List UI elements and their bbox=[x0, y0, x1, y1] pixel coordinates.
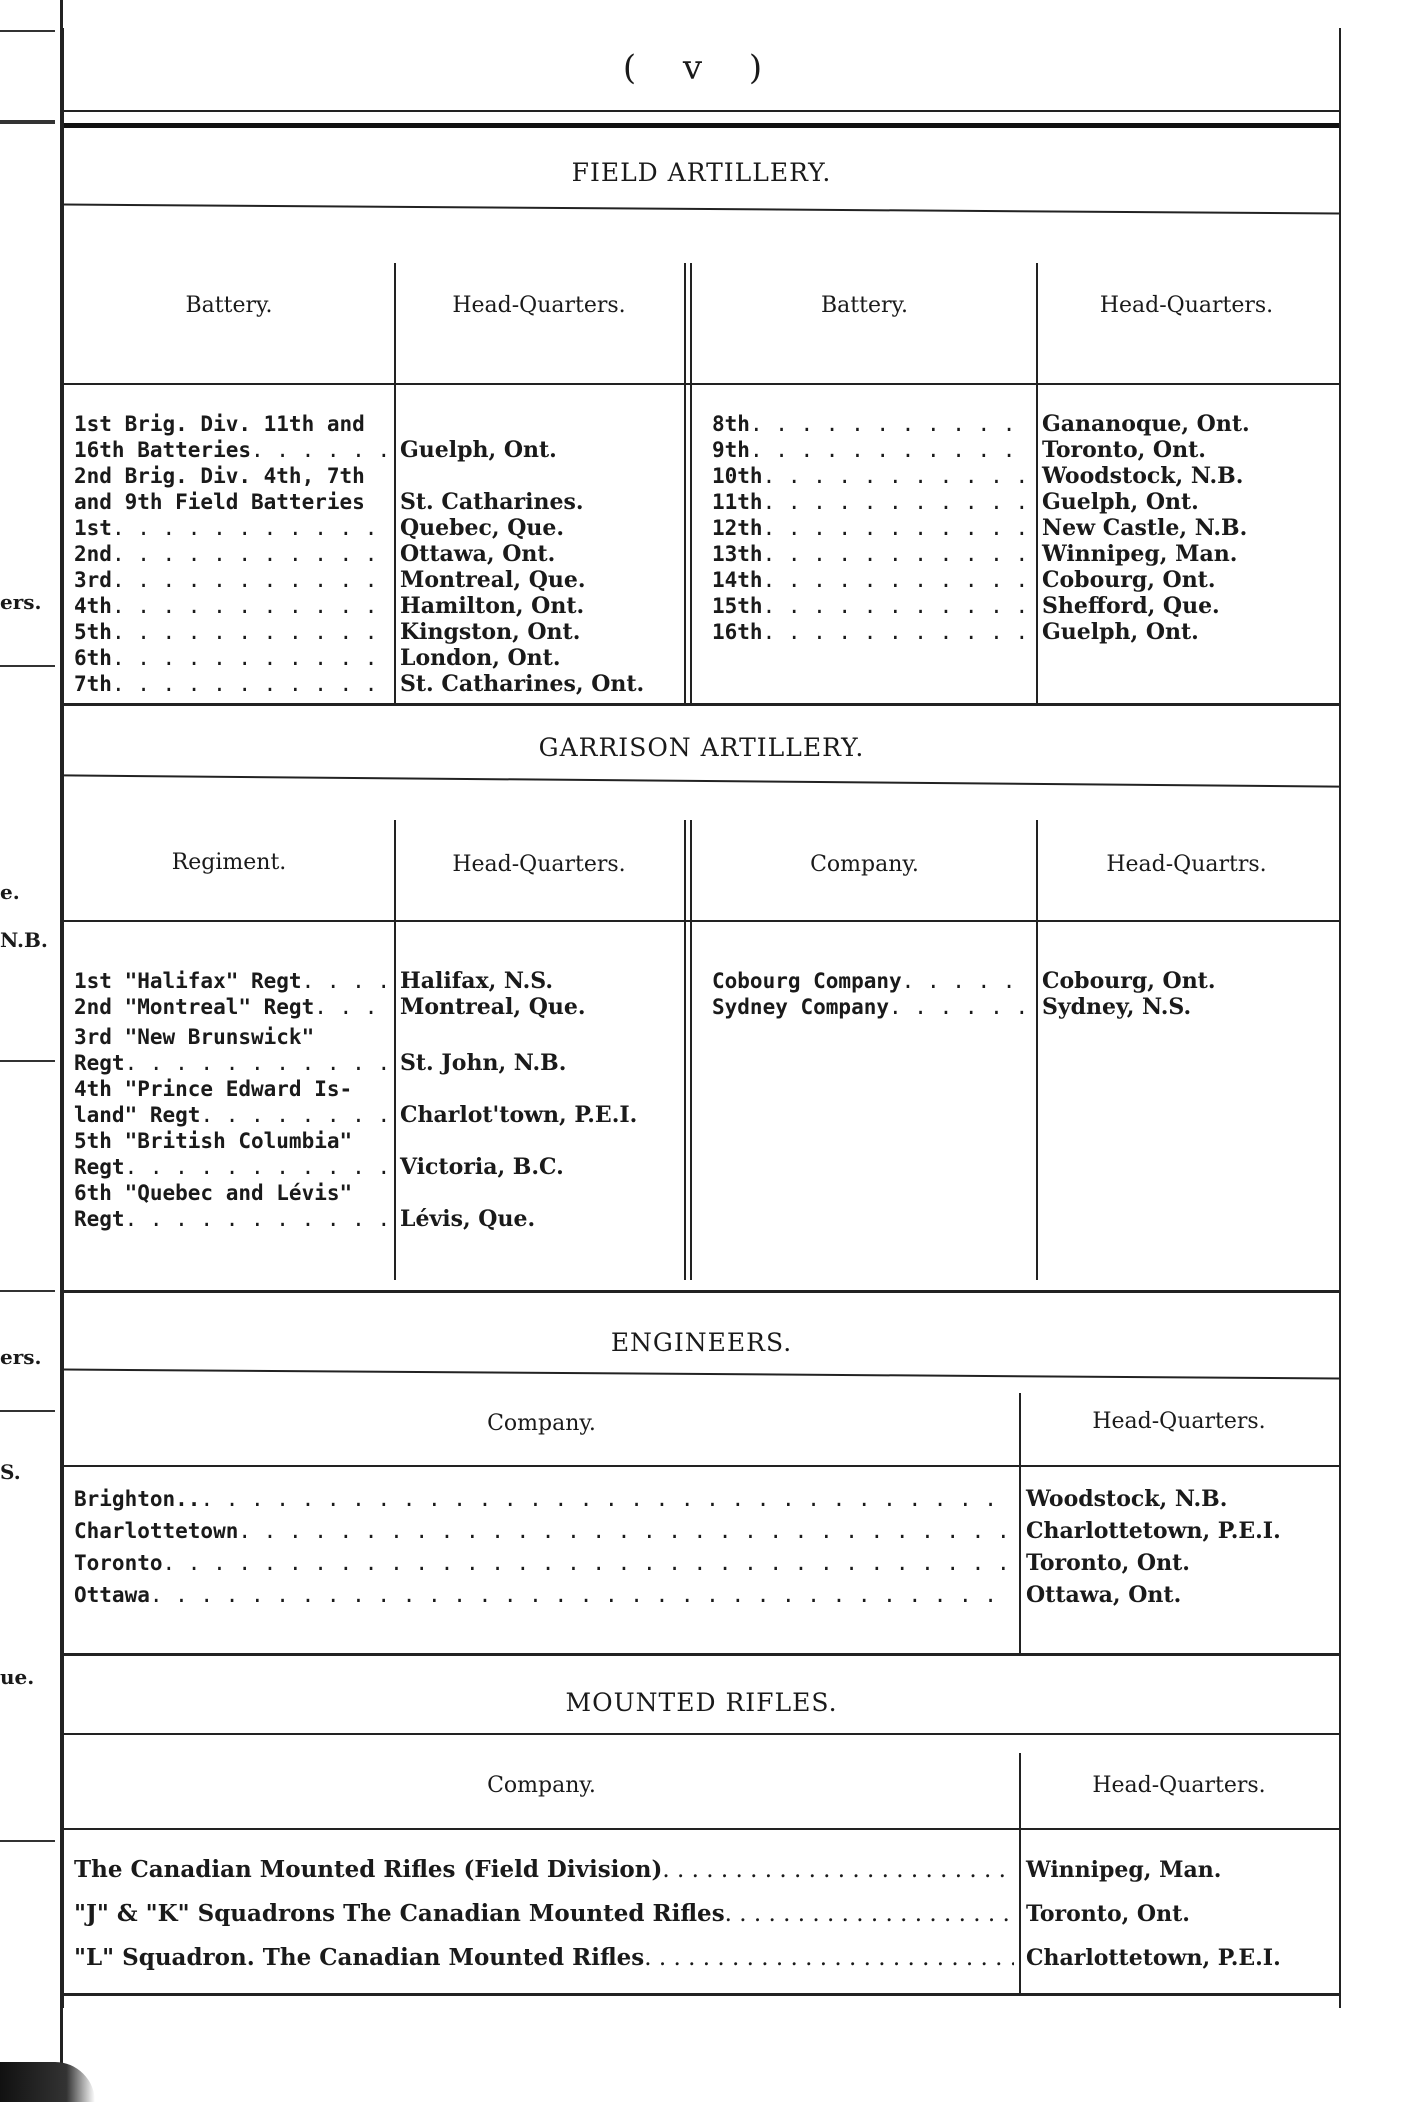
table-row bbox=[74, 1154, 392, 1180]
table-row bbox=[712, 411, 1032, 437]
column-header: Battery. bbox=[820, 293, 908, 318]
table-row bbox=[74, 1024, 392, 1050]
battery-cell: 6th bbox=[74, 646, 112, 670]
company-cell: Sydney Company bbox=[712, 995, 890, 1019]
edge-rule bbox=[0, 120, 55, 124]
hq-cell bbox=[400, 1076, 685, 1102]
hq-cell bbox=[400, 1180, 685, 1206]
hq-cell: Shefford, Que. bbox=[1042, 593, 1220, 619]
edge-fragment: ue. bbox=[0, 1665, 35, 1689]
table-row bbox=[74, 1102, 392, 1128]
table-row bbox=[712, 994, 1032, 1020]
rule bbox=[64, 204, 1339, 215]
table-row bbox=[74, 1483, 1014, 1515]
table-row bbox=[74, 968, 392, 994]
table-row bbox=[74, 1579, 1014, 1611]
edge-fragment: e. bbox=[0, 880, 20, 904]
hq-cell: Charlottetown, P.E.I. bbox=[1026, 1518, 1281, 1544]
table-row bbox=[712, 541, 1032, 567]
regiment-cell: Regt bbox=[74, 1155, 125, 1179]
column-divider bbox=[1036, 820, 1038, 1280]
table-row bbox=[74, 1892, 1014, 1936]
table-row bbox=[74, 567, 392, 593]
battery-cell: 10th bbox=[712, 464, 763, 488]
hq-cell: Ottawa, Ont. bbox=[400, 541, 556, 567]
engineers-table bbox=[64, 1383, 1339, 1653]
column-divider bbox=[1019, 1753, 1021, 1993]
table-row bbox=[74, 593, 392, 619]
hq-cell: Woodstock, N.B. bbox=[1026, 1486, 1228, 1512]
edge-rule bbox=[0, 665, 55, 667]
battery-cell: 4th bbox=[74, 594, 112, 618]
company-cell: Toronto bbox=[74, 1551, 163, 1575]
scan-shadow bbox=[0, 2062, 95, 2102]
column-divider bbox=[684, 820, 692, 1280]
battery-cell: 3rd bbox=[74, 568, 112, 592]
battery-cell: 14th bbox=[712, 568, 763, 592]
hq-cell: Cobourg, Ont. bbox=[1042, 968, 1216, 994]
table-row bbox=[712, 437, 1032, 463]
column-header: Company. bbox=[487, 1773, 596, 1798]
battery-cell: 16th Batteries bbox=[74, 438, 252, 462]
column-header: Head-Quarters. bbox=[452, 852, 626, 877]
section-title-field-artillery: FIELD ARTILLERY. bbox=[571, 158, 832, 187]
company-column bbox=[74, 1483, 1014, 1611]
column-header: Regiment. bbox=[171, 850, 287, 875]
table-row bbox=[712, 489, 1032, 515]
table-row bbox=[74, 541, 392, 567]
battery-cell: 7th bbox=[74, 672, 112, 696]
rule bbox=[64, 1733, 1339, 1735]
rule bbox=[64, 1465, 1339, 1467]
adjacent-page-edge bbox=[0, 0, 63, 2102]
edge-rule bbox=[0, 1410, 55, 1412]
column-divider bbox=[1019, 1393, 1021, 1653]
hq-cell: Gananoque, Ont. bbox=[1042, 411, 1250, 437]
battery-cell: 2nd bbox=[74, 542, 112, 566]
section-title-engineers: ENGINEERS. bbox=[610, 1328, 793, 1357]
table-row bbox=[74, 1050, 392, 1076]
rule bbox=[64, 1828, 1339, 1830]
company-cell: "L" Squadron. The Canadian Mounted Rifles bbox=[74, 1944, 645, 1971]
table-row bbox=[74, 1180, 392, 1206]
rule bbox=[64, 123, 1339, 128]
battery-cell: 15th bbox=[712, 594, 763, 618]
table-row bbox=[74, 1128, 392, 1154]
battery-cell: 16th bbox=[712, 620, 763, 644]
table-row bbox=[74, 437, 392, 463]
table-row bbox=[74, 1848, 1014, 1892]
edge-fragment: ers. bbox=[0, 590, 42, 614]
battery-column bbox=[712, 411, 1032, 645]
battery-cell: 1st Brig. Div. 11th and bbox=[74, 412, 365, 436]
regiment-column bbox=[74, 968, 392, 1232]
table-row bbox=[74, 1206, 392, 1232]
column-divider bbox=[1036, 263, 1038, 703]
column-header: Head-Quarters. bbox=[1092, 1773, 1266, 1798]
document-page bbox=[62, 28, 1341, 2008]
rule bbox=[64, 1369, 1339, 1380]
company-cell: Charlottetown bbox=[74, 1519, 239, 1543]
rule bbox=[64, 110, 1339, 112]
table-row bbox=[74, 489, 392, 515]
table-row bbox=[74, 1936, 1014, 1980]
edge-rule bbox=[0, 1290, 55, 1292]
edge-rule bbox=[0, 30, 55, 32]
hq-cell: Woodstock, N.B. bbox=[1042, 463, 1244, 489]
headquarters-column bbox=[400, 411, 685, 697]
company-cell: Ottawa bbox=[74, 1583, 150, 1607]
table-row bbox=[74, 411, 392, 437]
company-cell: The Canadian Mounted Rifles (Field Division) bbox=[74, 1856, 663, 1883]
battery-cell: 13th bbox=[712, 542, 763, 566]
company-column bbox=[712, 968, 1032, 1020]
hq-cell: St. John, N.B. bbox=[400, 1050, 567, 1076]
regiment-cell: 6th "Quebec and Lévis" bbox=[74, 1181, 353, 1205]
regiment-cell: 2nd "Montreal" Regt bbox=[74, 995, 315, 1019]
table-row bbox=[712, 515, 1032, 541]
battery-cell: 2nd Brig. Div. 4th, 7th bbox=[74, 464, 365, 488]
regiment-cell: Regt bbox=[74, 1051, 125, 1075]
column-header: Head-Quarters. bbox=[1092, 1409, 1266, 1434]
table-row bbox=[74, 619, 392, 645]
battery-cell: 8th bbox=[712, 412, 750, 436]
hq-cell: Kingston, Ont. bbox=[400, 619, 581, 645]
headquarters-column bbox=[400, 968, 685, 1232]
rule bbox=[64, 774, 1339, 787]
edge-fragment: S. bbox=[0, 1460, 21, 1484]
table-row bbox=[712, 619, 1032, 645]
hq-cell: Charlot'town, P.E.I. bbox=[400, 1102, 638, 1128]
regiment-cell: 1st "Halifax" Regt bbox=[74, 969, 302, 993]
column-header: Battery. bbox=[185, 293, 273, 318]
column-header: Head-Quarters. bbox=[452, 293, 626, 318]
edge-rule bbox=[0, 1060, 55, 1062]
column-header: Company. bbox=[487, 1411, 596, 1436]
regiment-cell: 5th "British Columbia" bbox=[74, 1129, 353, 1153]
battery-cell: 1st bbox=[74, 516, 112, 540]
rule bbox=[64, 1993, 1339, 1996]
table-row bbox=[74, 515, 392, 541]
company-cell: "J" & "K" Squadrons The Canadian Mounted Rifles bbox=[74, 1900, 725, 1927]
hq-cell: Quebec, Que. bbox=[400, 515, 565, 541]
column-header: Head-Quarters. bbox=[1099, 293, 1274, 318]
hq-cell: Cobourg, Ont. bbox=[1042, 567, 1216, 593]
table-row bbox=[74, 463, 392, 489]
hq-cell: Lévis, Que. bbox=[400, 1206, 536, 1232]
hq-cell: Guelph, Ont. bbox=[1042, 619, 1199, 645]
hq-cell: Toronto, Ont. bbox=[1026, 1901, 1190, 1927]
table-row bbox=[74, 994, 392, 1020]
hq-cell: Toronto, Ont. bbox=[1026, 1550, 1190, 1576]
battery-cell: 5th bbox=[74, 620, 112, 644]
table-row bbox=[74, 1076, 392, 1102]
headquarters-column bbox=[1026, 1848, 1336, 1980]
hq-cell: Hamilton, Ont. bbox=[400, 593, 585, 619]
table-row bbox=[74, 671, 392, 697]
section-title-garrison-artillery: GARRISON ARTILLERY. bbox=[538, 733, 865, 762]
column-divider bbox=[394, 820, 396, 1280]
hq-cell: Montreal, Que. bbox=[400, 994, 586, 1020]
section-title-mounted-rifles: MOUNTED RIFLES. bbox=[565, 1688, 838, 1717]
table-row bbox=[712, 593, 1032, 619]
hq-cell: Montreal, Que. bbox=[400, 567, 586, 593]
field-artillery-table bbox=[64, 233, 1339, 703]
hq-cell: St. Catharines. bbox=[400, 489, 584, 515]
regiment-cell: land" Regt bbox=[74, 1103, 201, 1127]
mounted-rifles-table bbox=[64, 1743, 1339, 2008]
headquarters-column bbox=[1042, 968, 1334, 1020]
regiment-cell: Regt bbox=[74, 1207, 125, 1231]
hq-cell: Winnipeg, Man. bbox=[1042, 541, 1238, 567]
hq-cell: Guelph, Ont. bbox=[1042, 489, 1199, 515]
column-header: Company. bbox=[810, 852, 919, 877]
battery-cell: 9th bbox=[712, 438, 750, 462]
column-divider bbox=[394, 263, 396, 703]
rule bbox=[64, 1653, 1339, 1656]
battery-column bbox=[74, 411, 392, 697]
hq-cell: Charlottetown, P.E.I. bbox=[1026, 1945, 1281, 1971]
company-cell: Brighton.. bbox=[74, 1487, 201, 1511]
rule bbox=[64, 1290, 1339, 1293]
regiment-cell: 4th "Prince Edward Is- bbox=[74, 1077, 353, 1101]
regiment-cell: 3rd "New Brunswick" bbox=[74, 1025, 315, 1049]
company-column bbox=[74, 1848, 1014, 1980]
table-row bbox=[74, 1515, 1014, 1547]
hq-cell: Sydney, N.S. bbox=[1042, 994, 1192, 1020]
headquarters-column bbox=[1042, 411, 1334, 645]
rule bbox=[64, 703, 1339, 706]
battery-cell: 12th bbox=[712, 516, 763, 540]
table-row bbox=[74, 645, 392, 671]
table-row bbox=[712, 968, 1032, 994]
table-row bbox=[712, 567, 1032, 593]
edge-fragment: ers. bbox=[0, 1345, 42, 1369]
hq-cell: New Castle, N.B. bbox=[1042, 515, 1248, 541]
hq-cell: St. Catharines, Ont. bbox=[400, 671, 645, 697]
hq-cell bbox=[400, 1128, 685, 1154]
edge-fragment: N.B. bbox=[0, 928, 48, 952]
hq-cell: Victoria, B.C. bbox=[400, 1154, 564, 1180]
hq-cell: Guelph, Ont. bbox=[400, 437, 557, 463]
company-cell: Cobourg Company bbox=[712, 969, 902, 993]
hq-cell: Ottawa, Ont. bbox=[1026, 1582, 1182, 1608]
page-number: ( v ) bbox=[622, 48, 781, 88]
column-divider bbox=[684, 263, 692, 703]
hq-cell: Winnipeg, Man. bbox=[1026, 1857, 1222, 1883]
hq-cell bbox=[400, 1024, 685, 1050]
table-row bbox=[74, 1547, 1014, 1579]
battery-cell: 11th bbox=[712, 490, 763, 514]
hq-cell bbox=[400, 463, 685, 489]
hq-cell: Toronto, Ont. bbox=[1042, 437, 1206, 463]
battery-cell: and 9th Field Batteries bbox=[74, 490, 365, 514]
column-header: Head-Quartrs. bbox=[1106, 852, 1267, 877]
rule bbox=[64, 383, 1339, 385]
edge-rule bbox=[0, 1840, 55, 1842]
hq-cell bbox=[400, 411, 685, 437]
hq-cell: Halifax, N.S. bbox=[400, 968, 554, 994]
hq-cell: London, Ont. bbox=[400, 645, 561, 671]
garrison-artillery-table bbox=[64, 790, 1339, 1290]
rule bbox=[64, 920, 1339, 922]
headquarters-column bbox=[1026, 1483, 1336, 1611]
table-row bbox=[712, 463, 1032, 489]
